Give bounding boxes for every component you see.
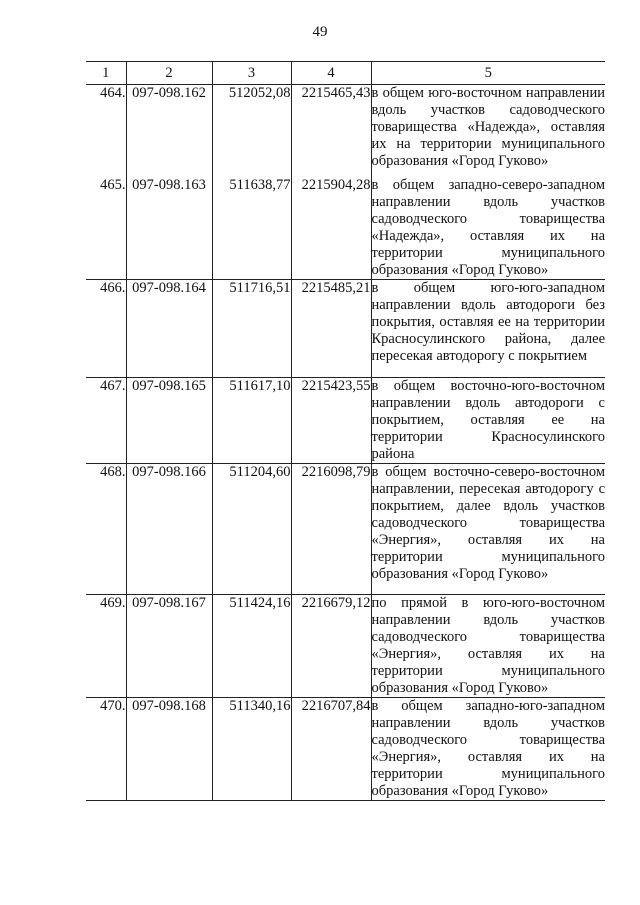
page-number: 49	[312, 24, 328, 40]
boundary-description: по прямой в юго-юго-восточном направлении вдоль участков садоводческого товарищества «Энергия», оставляя их на территории муниципального образования «Город Гуково»	[371, 595, 605, 696]
column-header: 5	[371, 62, 605, 85]
row-number: 468.	[86, 464, 126, 595]
row-number: 467.	[86, 378, 126, 464]
boundary-description: в общем юго-юго-западном направлении вдоль автодороги без покрытия, оставляя ее на территории Красносулинского района, далее пересекая автодорогу с покрытием	[371, 280, 605, 378]
coordinate-y: 2216707,84	[291, 698, 371, 801]
column-header: 1	[86, 62, 126, 85]
segment-code: 097-098.163	[126, 177, 212, 280]
table-row	[86, 85, 605, 178]
table-row	[86, 177, 605, 280]
segment-code: 097-098.168	[126, 698, 212, 801]
coordinate-y: 2215465,43	[291, 85, 371, 178]
table-row	[86, 378, 605, 464]
segment-code: 097-098.165	[126, 378, 212, 464]
coordinate-x: 511204,60	[212, 464, 291, 595]
table-row	[86, 280, 605, 378]
boundary-description: в общем западно-северо-западном направлении вдоль участков садоводческого товарищества «Надежда», оставляя их на территории муниципального образования «Город Гуково»	[371, 177, 605, 278]
table-row	[86, 595, 605, 698]
boundary-description: в общем западно-юго-западном направлении вдоль участков садоводческого товарищества «Энергия», оставляя их на территории муниципального образования «Город Гуково»	[371, 698, 605, 799]
row-number: 470.	[86, 698, 126, 801]
segment-code: 097-098.167	[126, 595, 212, 698]
coordinate-x: 511340,16	[212, 698, 291, 801]
coordinate-x: 511617,10	[212, 378, 291, 464]
coordinate-y: 2215423,55	[291, 378, 371, 464]
row-number: 466.	[86, 280, 126, 378]
coordinate-y: 2215904,28	[291, 177, 371, 280]
coordinate-x: 511424,16	[212, 595, 291, 698]
coordinate-x: 511716,51	[212, 280, 291, 378]
segment-code: 097-098.164	[126, 280, 212, 378]
table-row	[86, 698, 605, 801]
boundary-description: в общем восточно-северо-восточном направлении, пересекая автодорогу с покрытием, далее вдоль участков садоводческого товарищества «Энергия», оставляя их на территории муниципального образования «Город Гуково»	[371, 464, 605, 595]
coordinate-x: 511638,77	[212, 177, 291, 280]
boundary-description: в общем восточно-юго-восточном направлении вдоль автодороги с покрытием, оставляя ее на территории Красносулинского района	[371, 378, 605, 462]
table-header-row	[86, 62, 605, 85]
coordinate-y: 2216679,12	[291, 595, 371, 698]
column-header: 4	[291, 62, 371, 85]
row-number: 465.	[86, 177, 126, 280]
row-number: 469.	[86, 595, 126, 698]
segment-code: 097-098.162	[126, 85, 212, 178]
column-header: 2	[126, 62, 212, 85]
boundary-description: в общем юго-восточном направлении вдоль участков садоводческого товарищества «Надежда», оставляя их на территории муниципального образования «Город Гуково»	[371, 85, 605, 178]
coordinate-y: 2215485,21	[291, 280, 371, 378]
column-header: 3	[212, 62, 291, 85]
boundary-points-table	[86, 61, 605, 801]
coordinate-x: 512052,08	[212, 85, 291, 178]
row-number: 464.	[100, 85, 126, 101]
table-row	[86, 464, 605, 595]
coordinate-y: 2216098,79	[291, 464, 371, 595]
segment-code: 097-098.166	[126, 464, 212, 595]
